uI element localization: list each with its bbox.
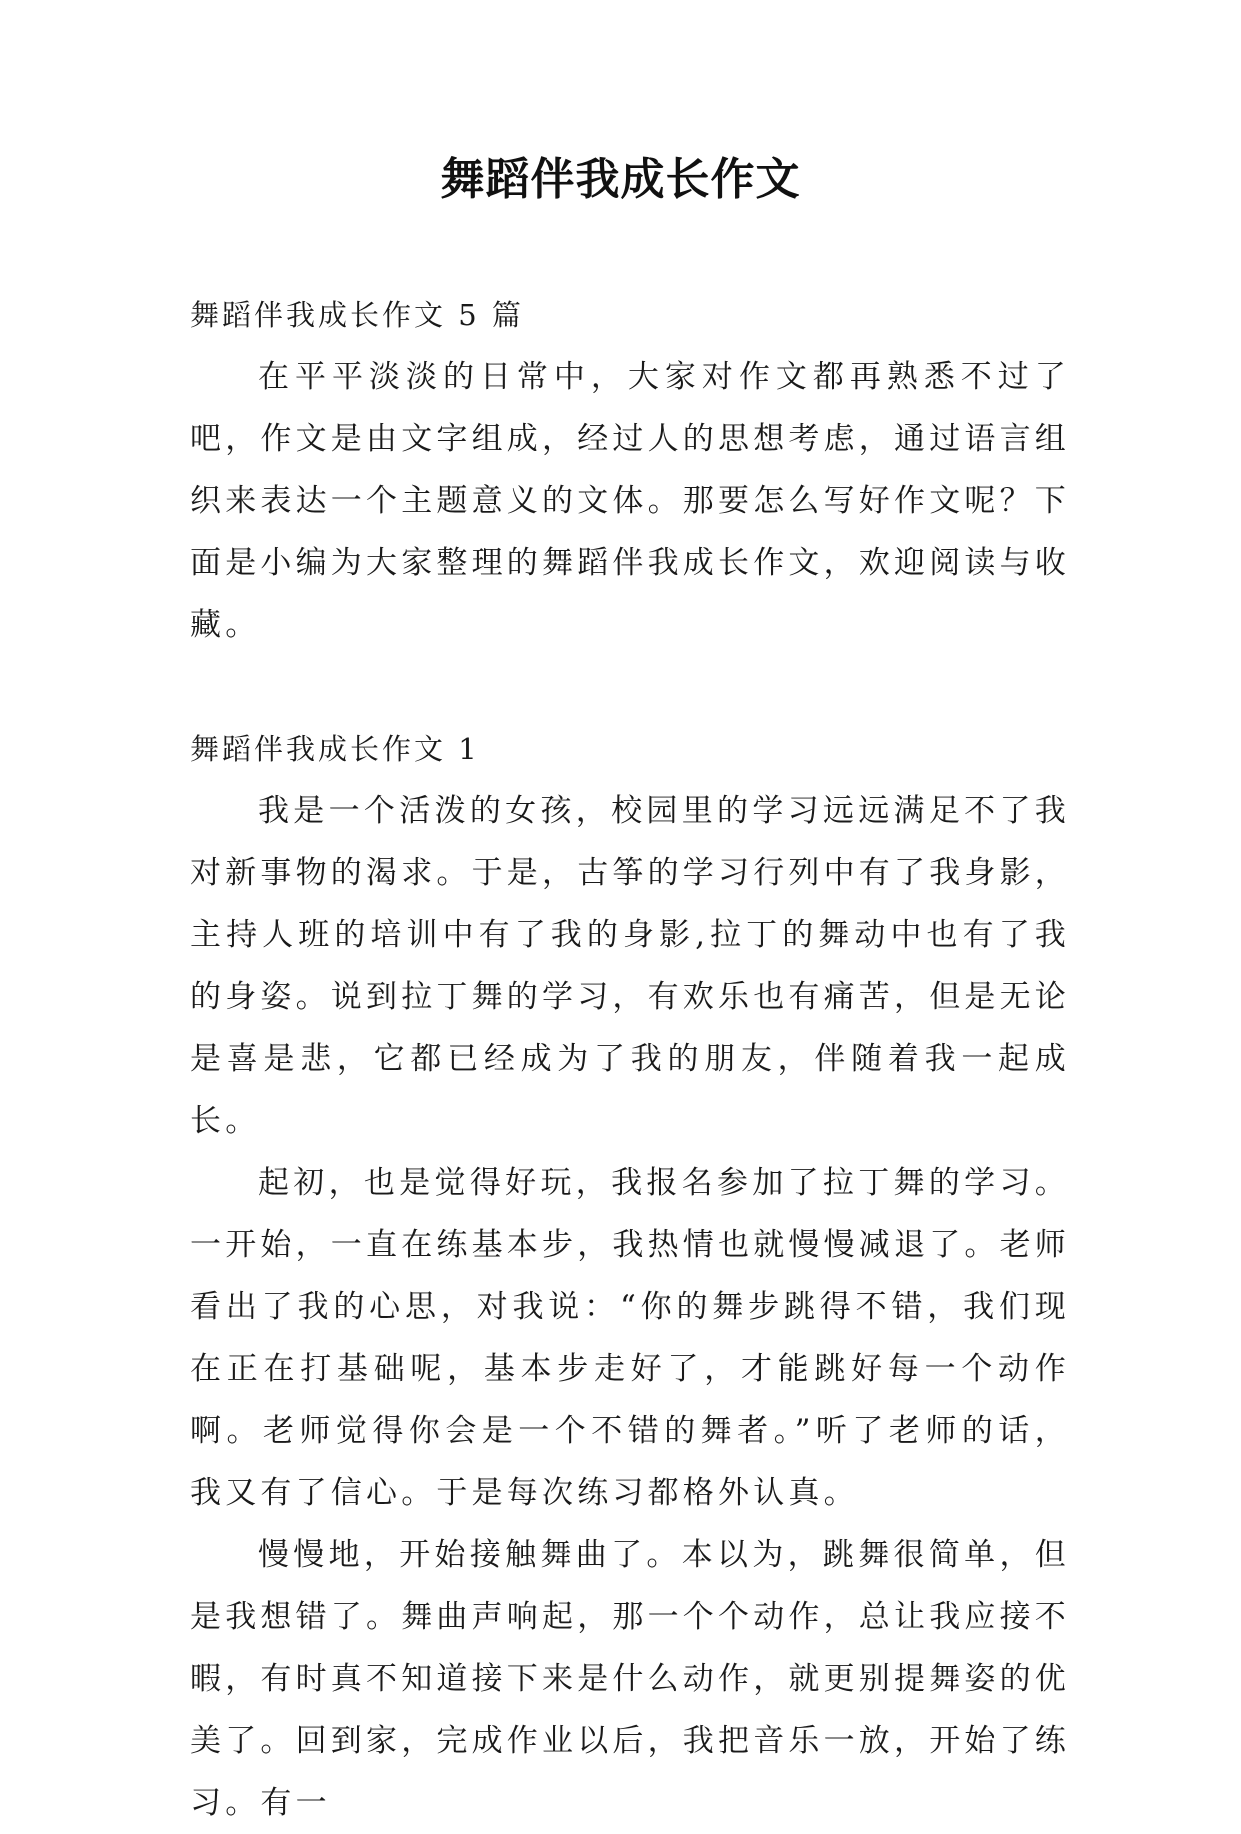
section-spacer [190,656,1070,718]
document-body [190,284,1070,1834]
essay1-paragraph: 起初，也是觉得好玩，我报名参加了拉丁舞的学习。一开始，一直在练基本步，我热情也就慢慢减退了。老师看出了我的心思，对我说：“你的舞步跳得不错，我们现在正在打基础呢，基本步走好了，才能跳好每一个动作啊。老师觉得你会是一个不错的舞者。”听了老师的话，我又有了信心。于是每次练习都格外认真。 [190,1165,1070,1511]
intro-heading: 舞蹈伴我成长作文 5 篇 [190,298,524,332]
essay1-paragraph: 慢慢地，开始接触舞曲了。本以为，跳舞很简单，但是我想错了。舞曲声响起，那一个个动作，总让我应接不暇，有时真不知道接下来是什么动作，就更别提舞姿的优美了。回到家，完成作业以后，我把音乐一放，开始了练习。有一 [190,1537,1070,1821]
essay1-paragraph: 我是一个活泼的女孩，校园里的学习远远满足不了我对新事物的渴求。于是，古筝的学习行列中有了我身影，主持人班的培训中有了我的身影,拉丁的舞动中也有了我的身姿。说到拉丁舞的学习，有欢乐也有痛苦，但是无论是喜是悲，它都已经成为了我的朋友，伴随着我一起成长。 [190,793,1070,1139]
intro-paragraph: 在平平淡淡的日常中，大家对作文都再熟悉不过了吧，作文是由文字组成，经过人的思想考虑，通过语言组织来表达一个主题意义的文体。那要怎么写好作文呢？下面是小编为大家整理的舞蹈伴我成长作文，欢迎阅读与收藏。 [190,359,1070,643]
essay1-heading: 舞蹈伴我成长作文 1 [190,732,480,766]
document-title: 舞蹈伴我成长作文 [440,154,801,205]
